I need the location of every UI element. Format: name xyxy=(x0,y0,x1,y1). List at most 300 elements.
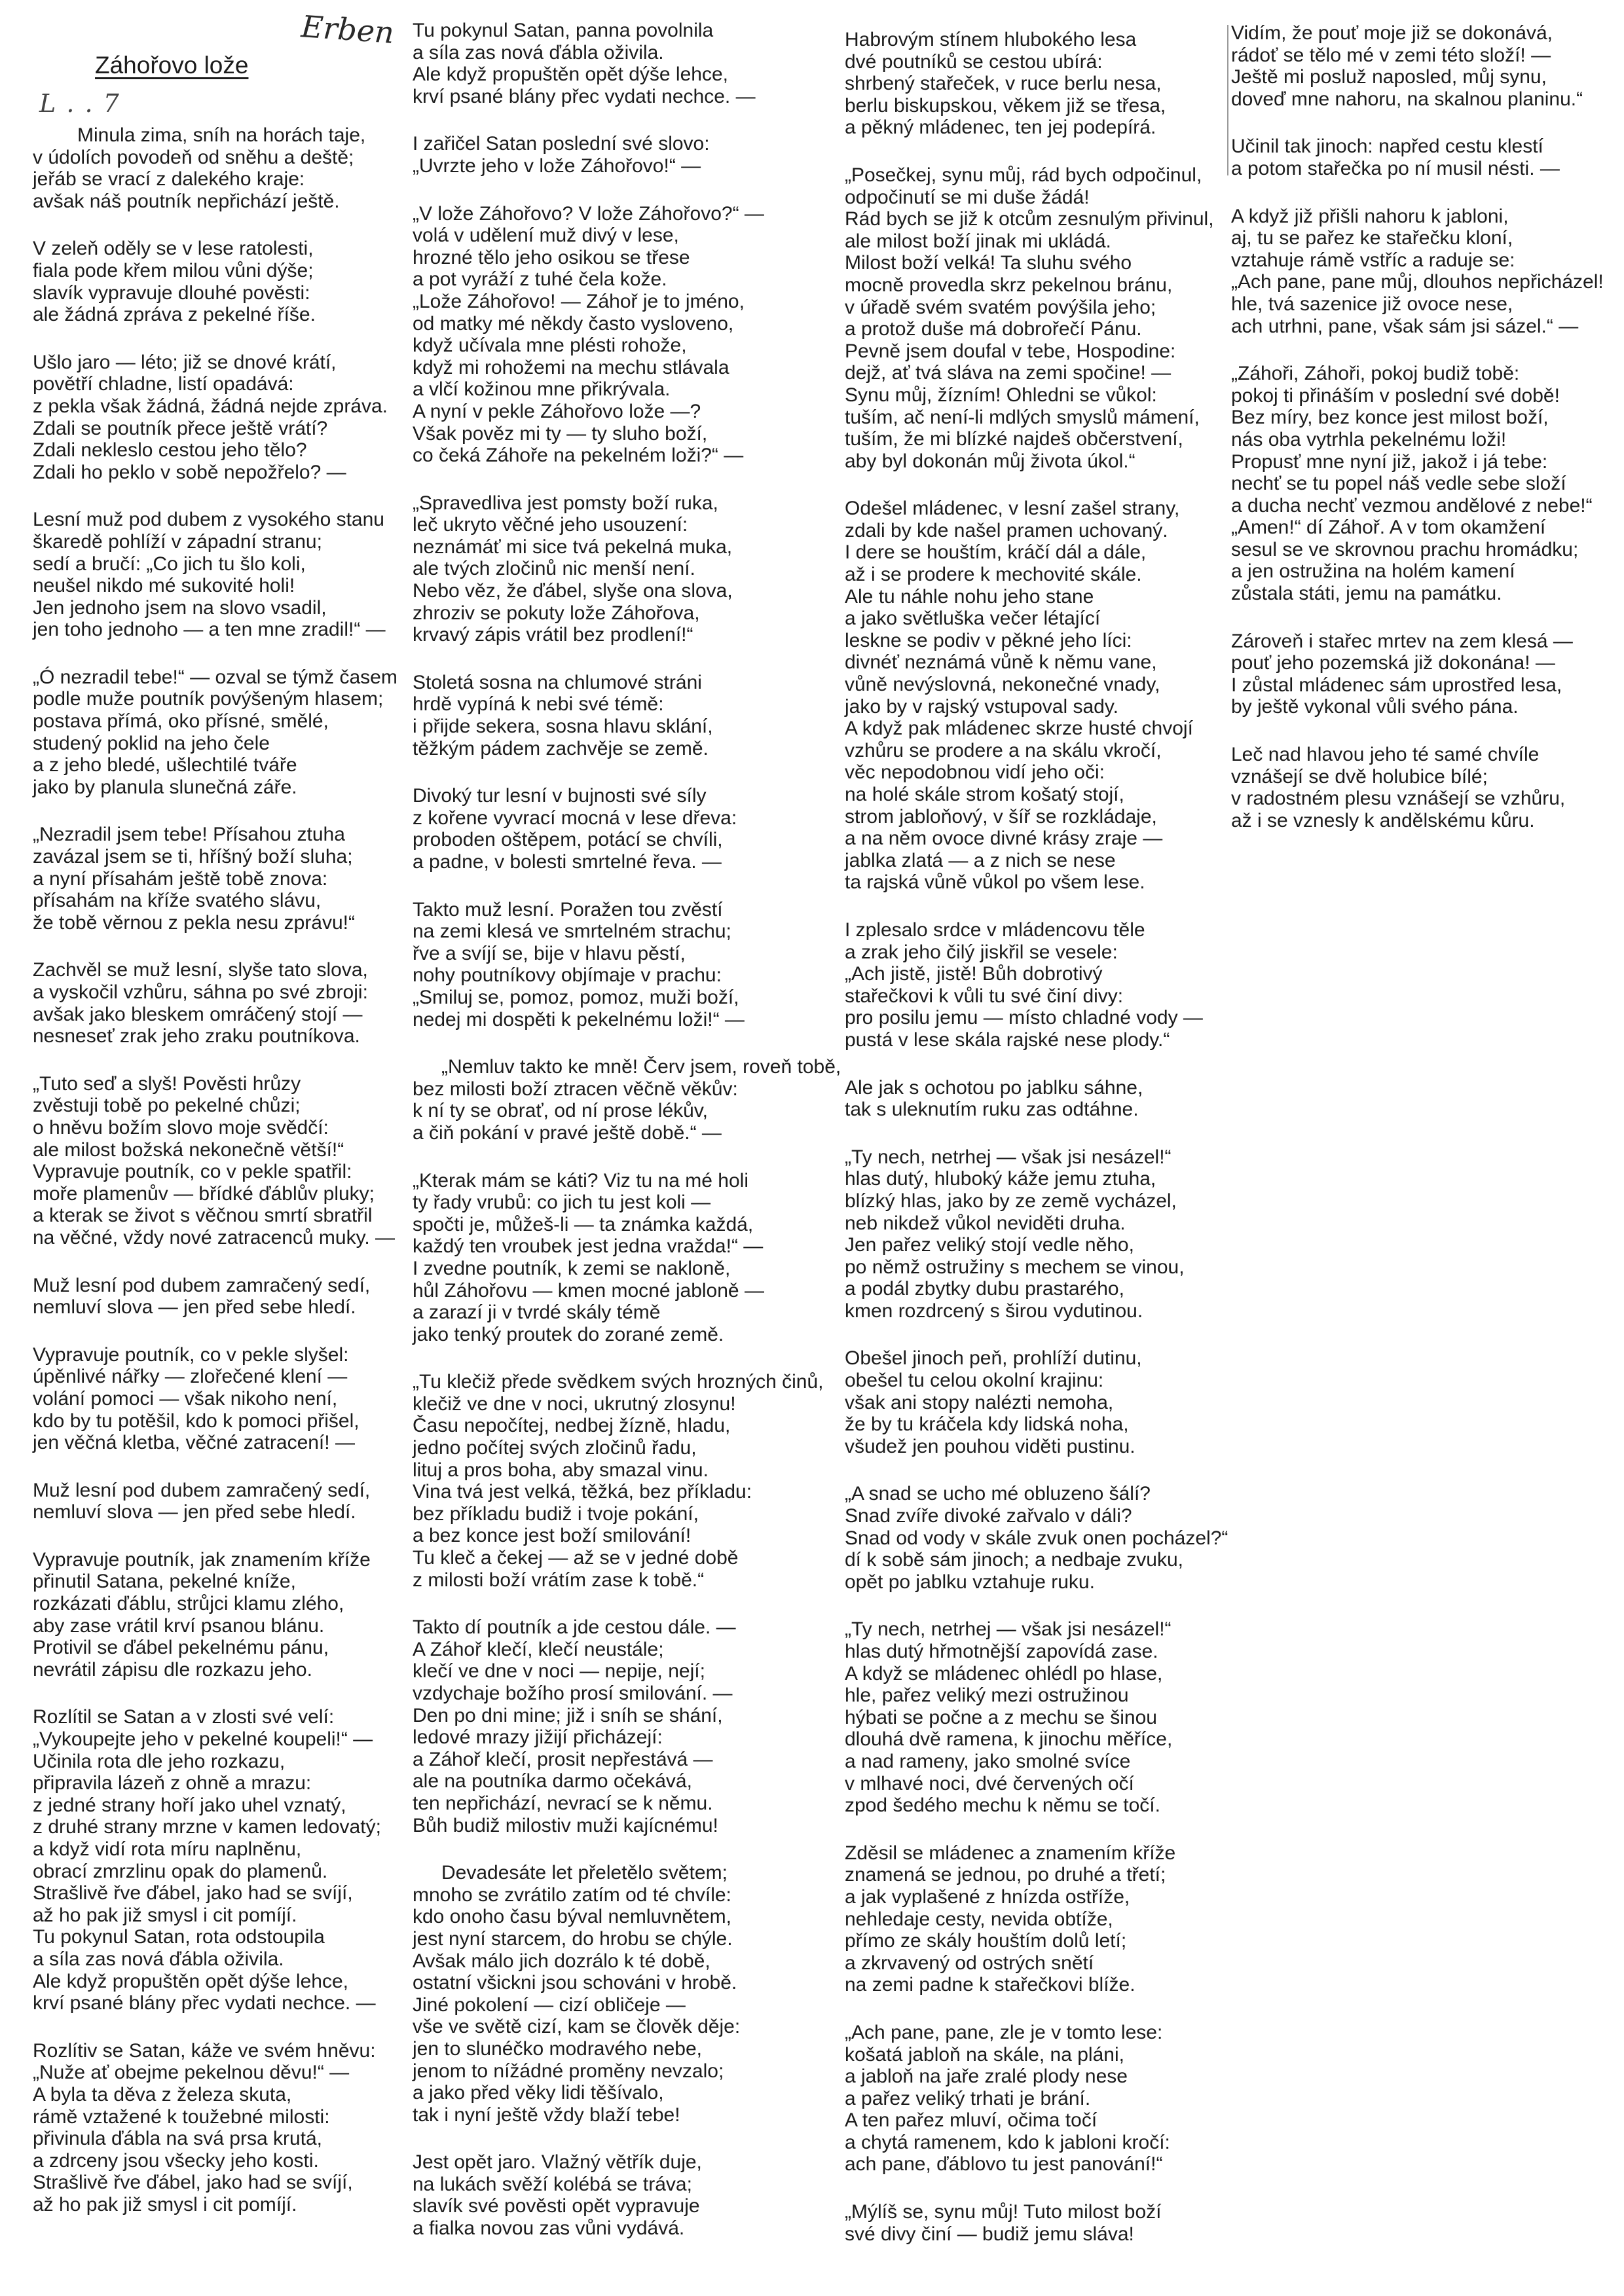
verse-line: „Nezradil jsem tebe! Přísahou ztuha xyxy=(33,824,345,846)
verse-line: „Posečkej, synu můj, rád bych odpočinul, xyxy=(845,164,1202,186)
verse-line: „Ach pane, pane, zle je v tomto lese: xyxy=(845,2021,1163,2043)
verse-line: Strašlivě řve ďábel, jako had se svíjí, xyxy=(33,1882,353,1904)
verse-line: a nad rameny, jako smolné svíce xyxy=(845,1750,1131,1772)
stanza xyxy=(33,352,399,484)
verse-line: Pevně jsem doufal v tebe, Hospodine: xyxy=(845,340,1176,362)
verse-line: co čeká Záhoře na pekelném loži?“ — xyxy=(413,445,744,467)
verse-line: sedí a bručí: „Co jich tu šlo koli, xyxy=(33,553,306,575)
verse-line: z milosti boží vrátím zase k tobě.“ xyxy=(413,1569,705,1591)
column-3 xyxy=(845,29,1251,2270)
verse-line: vzhůru se prodere a na skálu vkročí, xyxy=(845,739,1162,761)
verse-line: i přijde sekera, sosna hlavu sklání, xyxy=(413,716,713,738)
verse-line: však ani stopy nalézti nemoha, xyxy=(845,1391,1114,1413)
verse-line: nás oba vytrhla pekelnému loži! xyxy=(1231,428,1507,450)
verse-line: „V lože Záhořovo? V lože Záhořovo?“ — xyxy=(413,202,764,225)
verse-line: Zároveň i stařec mrtev na zem klesá — xyxy=(1231,630,1573,652)
verse-line: „Spravedliva jest pomsty boží ruka, xyxy=(413,492,718,514)
verse-line: nedej mi dospěti k pekelnému loži!“ — xyxy=(413,1008,745,1030)
verse-line: „Ach pane, pane můj, dlouhos nepřicházel! xyxy=(1231,271,1604,293)
verse-line: „Vykoupejte jeho v pekelné koupeli!“ — xyxy=(33,1728,373,1751)
verse-line: a jako před věky lidi těšívalo, xyxy=(413,2082,664,2104)
verse-line: a z jeho bledé, ušlechtilé tváře xyxy=(33,754,297,776)
poem-title: Záhořovo lože xyxy=(95,52,249,79)
verse-line: Vypravuje poutník, jak znamením kříže xyxy=(33,1548,371,1571)
verse-line: a padne, v bolesti smrtelné řeva. — xyxy=(413,851,722,873)
stanza xyxy=(33,959,399,1047)
verse-line: a chytá ramenem, kdo k jabloni kročí: xyxy=(845,2131,1170,2153)
stanza xyxy=(413,1616,812,1836)
verse-line: Ještě mi posluž naposled, můj synu, xyxy=(1231,66,1547,88)
verse-line: rozkázati ďáblu, strůjci klamu zlého, xyxy=(33,1593,344,1615)
verse-line: Ale tu náhle nohu jeho stane xyxy=(845,585,1094,608)
verse-line: ty řady vrubů: co jich tu jest koli — xyxy=(413,1192,711,1214)
verse-line: a nyní přísahám ještě tobě znova: xyxy=(33,867,328,890)
stanza xyxy=(413,492,812,646)
verse-line: A ten pařez mluví, očima točí xyxy=(845,2109,1098,2132)
verse-line: Ušlo jaro — léto; již se dnové krátí, xyxy=(33,351,337,373)
verse-line: Jest opět jaro. Vlažný větřík duje, xyxy=(413,2151,702,2174)
verse-line: a pařez veliký trhati je brání. xyxy=(845,2087,1091,2109)
verse-line: a zdrceny jsou všecky jeho kosti. xyxy=(33,2149,319,2172)
stanza xyxy=(33,1480,399,1523)
verse-line: avšak náš poutník nepřichází ještě. xyxy=(33,190,340,212)
stanza xyxy=(413,1862,812,2126)
verse-line: Bůh budiž milostiv muži kajícnému! xyxy=(413,1814,718,1836)
verse-line: Obešel jinoch peň, prohlíží dutinu, xyxy=(845,1347,1142,1370)
verse-line: až ho pak již smysl i cit pomíjí. xyxy=(33,1904,297,1926)
column-4-stanzas xyxy=(1231,22,1617,831)
verse-line: Jen pařez veliký stojí vedle něho, xyxy=(845,1234,1134,1256)
verse-line: a vlčí kožinou mne přikrývala. xyxy=(413,378,671,401)
verse-line: I zplesalo srdce v mládencovu těle xyxy=(845,919,1145,941)
verse-line: přivinula ďábla na svá prsa krutá, xyxy=(33,2128,323,2150)
column-1 xyxy=(33,9,399,2242)
verse-line: jako by v rajský vstupoval sady. xyxy=(845,695,1118,718)
stanza xyxy=(845,919,1251,1051)
verse-line: a jako světluška večer létající xyxy=(845,608,1101,630)
verse-line: sesul se ve skrovnou prachu hromádku; xyxy=(1231,538,1579,560)
verse-line: na zemi klesá ve smrtelném strachu; xyxy=(413,920,731,943)
verse-line: ach pane, ďáblovo tu jest panování!“ xyxy=(845,2153,1163,2176)
verse-line: V zeleň oděly se v lese ratolesti, xyxy=(33,238,314,260)
verse-line: připravila lázeň z ohně a mrazu: xyxy=(33,1772,312,1795)
verse-line: hrozné tělo jeho osikou se třese xyxy=(413,246,690,268)
verse-line: pustá v lese skála rajské nese plody.“ xyxy=(845,1029,1170,1051)
stanza xyxy=(413,672,812,759)
verse-line: z pekla však žádná, žádná nejde zpráva. xyxy=(33,395,388,417)
verse-line: A když se mládenec ohlédl po hlase, xyxy=(845,1662,1163,1685)
verse-line: v úřadě svém svatém povýšila jeho; xyxy=(845,296,1156,318)
stanza xyxy=(33,666,399,799)
stanza xyxy=(33,1344,399,1454)
verse-line: z kořene vyvrací mocná v lese dřeva: xyxy=(413,807,737,829)
verse-line: Synu můj, žízním! Ohledni se vůkol: xyxy=(845,384,1157,406)
verse-line: Strašlivě řve ďábel, jako had se svíjí, xyxy=(33,2172,353,2194)
stanza xyxy=(413,2151,812,2239)
verse-line: řve a svíjí se, bije v hlavu pěstí, xyxy=(413,942,686,964)
verse-line: mocně provedla skrz pekelnou bránu, xyxy=(845,274,1173,296)
stanza xyxy=(845,1347,1251,1457)
verse-line: vůně nevýslovná, nekonečné vnady, xyxy=(845,674,1160,696)
verse-line: tuším, že mi blízké najdeš občerstvení, xyxy=(845,428,1183,450)
verse-line: přísahám na kříže svatého slávu, xyxy=(33,890,322,912)
verse-line: nehledaje cesty, nevida obtíže, xyxy=(845,1908,1113,1930)
verse-line: A byla ta děva z železa skuta, xyxy=(33,2083,292,2105)
stanza xyxy=(1231,206,1617,338)
stanza xyxy=(413,899,812,1031)
stanza xyxy=(1231,630,1617,718)
verse-line: a bez konce jest boží smilování! xyxy=(413,1525,692,1547)
verse-line: leskne se podiv v pěkné jeho líci: xyxy=(845,629,1132,651)
verse-line: „Tu klečiž přede svědkem svých hrozných činů, xyxy=(413,1371,824,1393)
verse-line: na věčné, vždy nové zatracenců muky. — xyxy=(33,1226,396,1248)
verse-line: obrací zmrzlinu opak do plamenů. xyxy=(33,1860,328,1882)
verse-line: kdo onoho času býval nemluvnětem, xyxy=(413,1906,731,1928)
verse-line: Ale když propuštěn opět dýše lehce, xyxy=(33,1970,348,1992)
stanza xyxy=(413,20,812,107)
stanza xyxy=(845,2022,1251,2176)
verse-line: zhroziv se pokuty lože Záhořova, xyxy=(413,602,700,624)
verse-line: a jen ostružina na holém kamení xyxy=(1231,560,1515,583)
verse-line: Snad zvíře divoké zařvalo v dáli? xyxy=(845,1505,1132,1527)
verse-line: na holé skále strom košatý stojí, xyxy=(845,784,1124,805)
verse-line: z jedné strany hoří jako uhel vznatý, xyxy=(33,1794,346,1816)
stanza xyxy=(413,785,812,873)
verse-line: k ní ty se obrať, od ní prose lékův, xyxy=(413,1100,708,1122)
verse-line: aj, tu se pařez ke stařečku kloní, xyxy=(1231,227,1513,249)
stanza xyxy=(1231,136,1617,179)
verse-line: Minula zima, sníh na horách taje, xyxy=(77,124,366,146)
verse-line: nechť se tu popel náš vedle sebe složí xyxy=(1231,473,1566,495)
stanza xyxy=(33,124,399,212)
verse-line: ten nepřichází, nevrací se k němu. xyxy=(413,1792,713,1814)
verse-line: jeřáb se vrací z dalekého kraje: xyxy=(33,168,305,191)
verse-line: všudež jen pouhou viděti pustinu. xyxy=(845,1435,1135,1457)
verse-line: hle, tvá sazenice již ovoce nese, xyxy=(1231,293,1513,315)
verse-line: opět po jablku vztahuje ruku. xyxy=(845,1571,1095,1593)
verse-line: I dere se houštím, kráčí dál a dále, xyxy=(845,541,1147,564)
verse-line: věc nepodobnou vidí jeho oči: xyxy=(845,761,1105,784)
verse-line: shrbený stařeček, v ruce berlu nesa, xyxy=(845,73,1162,95)
verse-line: až i se prodere k mechovité skále. xyxy=(845,564,1142,586)
verse-line: Vypravuje poutník, co v pekle spatřil: xyxy=(33,1161,352,1183)
verse-line: neznámáť mi sice tvá pekelná muka, xyxy=(413,536,733,558)
stanza xyxy=(845,1483,1251,1593)
verse-line: a zkrvavený od ostrých snětí xyxy=(845,1952,1094,1974)
verse-line: Takto dí poutník a jde cestou dále. — xyxy=(413,1616,736,1639)
verse-line: spočti je, můžeš-li — ta známka každá, xyxy=(413,1213,754,1235)
verse-line: a když vidí rota míru naplněnu, xyxy=(33,1838,302,1860)
verse-line: Rozlítil se Satan a v zlosti své velí: xyxy=(33,1706,335,1728)
verse-line: Tu pokynul Satan, panna povolnila xyxy=(413,20,714,41)
verse-line: na zemi padne k stařečkovi blíže. xyxy=(845,1974,1135,1996)
verse-line: jedno počítej svých zločinů řadu, xyxy=(413,1437,697,1459)
verse-line: aby zase vrátil krví psanou blánu. xyxy=(33,1614,325,1637)
verse-line: neb nikdež vůkol neviděti druha. xyxy=(845,1212,1126,1234)
verse-line: doveď mne nahoru, na skalnou planinu.“ xyxy=(1231,88,1583,110)
verse-line: dvé poutníků se cestou ubírá: xyxy=(845,50,1103,73)
verse-line: Odešel mládenec, v lesní zašel strany, xyxy=(845,498,1180,520)
verse-line: a vyskočil vzhůru, sáhna po své zbroji: xyxy=(33,981,368,1003)
verse-line: nesneseť zrak jeho zraku poutníkova. xyxy=(33,1025,360,1048)
verse-line: A když již přišli nahoru k jabloni, xyxy=(1231,205,1509,227)
verse-line: těžkým pádem zachvěje se země. xyxy=(413,737,709,759)
verse-line: „Uvrzte jeho v lože Záhořovo!“ — xyxy=(413,155,701,177)
verse-line: hlas dutý hřmotnější zapovídá zase. xyxy=(845,1641,1158,1662)
stanza xyxy=(1231,363,1617,605)
verse-line: dlouhá dvě ramena, k jinochu měříce, xyxy=(845,1728,1173,1751)
verse-line: pouť jeho pozemská již dokonána! — xyxy=(1231,652,1555,674)
verse-line: Snad od vody v skále zvuk onen pocházel?“ xyxy=(845,1527,1228,1549)
verse-line: Rád bych se již k otcům zesnulým přivinul, xyxy=(845,208,1214,230)
verse-line: o hněvu božím slovo moje svědčí: xyxy=(33,1116,329,1139)
verse-line: v radostném plesu vznášejí se vzhůru, xyxy=(1231,788,1566,810)
verse-line: A nyní v pekle Záhořovo lože —? xyxy=(413,400,701,422)
verse-line: obešel tu celou okolní krajinu: xyxy=(845,1370,1104,1392)
verse-line: leč ukryto věčné jeho usouzení: xyxy=(413,514,688,536)
verse-line: ale milost boží jinak mi ukládá. xyxy=(845,230,1111,252)
verse-line: z druhé strany mrzne v kamen ledovatý; xyxy=(33,1816,381,1838)
verse-line: ale žádná zpráva z pekelné říše. xyxy=(33,304,316,326)
stanza xyxy=(413,1170,812,1346)
verse-line: Divoký tur lesní v bujnosti své síly xyxy=(413,785,707,807)
verse-line: avšak jako bleskem omráčený stojí — xyxy=(33,1003,363,1025)
verse-line: škaredě pohlíží v západní stranu; xyxy=(33,530,322,553)
verse-line: pokoj ti přináším v poslední své době! xyxy=(1231,384,1560,407)
stanza xyxy=(1231,22,1617,110)
verse-line: volá v udělení muž divý v lese, xyxy=(413,225,679,247)
verse-line: od matky mé někdy často vysloveno, xyxy=(413,312,734,335)
verse-line: A když pak mládenec skrze husté chvojí xyxy=(845,718,1193,740)
verse-line: jen toho jednoho — a ten mne zradil!“ — xyxy=(33,619,386,641)
stanza xyxy=(33,238,399,325)
verse-line: Vypravuje poutník, co v pekle slyšel: xyxy=(33,1343,349,1366)
verse-line: a potom stařečka po ní musil nésti. — xyxy=(1231,157,1560,179)
verse-line: „Mýlíš se, synu můj! Tuto milost boží xyxy=(845,2201,1162,2223)
verse-line: znamená se jednou, po druhé a třetí; xyxy=(845,1864,1166,1886)
verse-line: Vidím, že pouť moje již se dokonává, xyxy=(1231,22,1553,44)
verse-line: nevrátil zápisu dle rozkazu jeho. xyxy=(33,1658,312,1681)
verse-line: a fialka novou zas vůni vydává. xyxy=(413,2217,685,2240)
verse-line: a síla zas nová ďábla oživila. xyxy=(33,1948,284,1970)
verse-line: Muž lesní pod dubem zamračený sedí, xyxy=(33,1274,371,1296)
verse-line: nemluví slova — jen před sebe hledí. xyxy=(33,1296,356,1319)
verse-line: jest nyní starcem, do hrobu se chýle. xyxy=(413,1927,733,1950)
verse-line: proboden oštěpem, potácí se chvíli, xyxy=(413,829,723,851)
verse-line: jen věčná kletba, věčné zatracení! — xyxy=(33,1432,355,1454)
verse-line: nemluví slova — jen před sebe hledí. xyxy=(33,1501,356,1523)
verse-line: a kterak se život s věčnou smrtí sbratřil xyxy=(33,1205,373,1227)
verse-line: mnoho se zvrátilo zatím od té chvíle: xyxy=(413,1884,731,1906)
stanza xyxy=(413,133,812,177)
verse-line: vztahuje rámě vstříc a raduje se: xyxy=(1231,249,1515,271)
verse-line: neušel nikdo mé sukovité holi! xyxy=(33,575,295,597)
margin-rule xyxy=(1227,25,1228,175)
verse-line: Zděsil se mládenec a znamením kříže xyxy=(845,1842,1176,1864)
stanza xyxy=(413,1056,841,1144)
verse-line: tuším, ač není-li mdlých smyslů mámení, xyxy=(845,406,1200,428)
verse-line: Stoletá sosna na chlumové stráni xyxy=(413,671,702,693)
verse-line: „Kterak mám se káti? Viz tu na mé holi xyxy=(413,1169,748,1192)
verse-line: „Tuto seď a slyš! Pověsti hrůzy xyxy=(33,1072,301,1095)
verse-line: své divy činí — budiž jemu sláva! xyxy=(845,2223,1134,2245)
verse-line: v mlhavé noci, dvé červených očí xyxy=(845,1772,1134,1795)
verse-line: I zvedne poutník, k zemi se nakloně, xyxy=(413,1257,731,1279)
verse-line: a ducha nechť vezmou andělové z nebe!“ xyxy=(1231,494,1593,517)
verse-line: Zachvěl se muž lesní, slyše tato slova, xyxy=(33,959,368,981)
verse-line: Takto muž lesní. Poražen tou zvěstí xyxy=(413,898,723,920)
verse-line: Času nepočítej, nedbej žízně, hladu, xyxy=(413,1415,731,1437)
verse-line: když mi rohožemi na mechu stlávala xyxy=(413,356,729,378)
verse-line: odpočinutí se mi duše žádá! xyxy=(845,186,1090,208)
verse-line: Zdali ho peklo v sobě nepožřelo? — xyxy=(33,461,346,483)
verse-line: a pot vyráží z tuhé čela kože. xyxy=(413,268,667,291)
verse-line: fiala pode křem milou vůni dýše; xyxy=(33,259,314,282)
verse-line: slavík vypravuje dlouhé pověsti: xyxy=(33,282,310,304)
verse-line: postava přímá, oko přísné, smělé, xyxy=(33,710,329,733)
verse-line: že tobě věrnou z pekla nesu zprávu!“ xyxy=(33,911,355,934)
verse-line: tak s uleknutím ruku zas odtáhne. xyxy=(845,1099,1139,1121)
verse-line: Bez míry, bez konce jest milost boží, xyxy=(1231,407,1549,429)
verse-line: úpěnlivé nářky — zlořečené klení — xyxy=(33,1366,348,1388)
stanza xyxy=(845,1146,1251,1322)
stanza xyxy=(33,509,399,641)
verse-line: volání pomoci — však nikoho není, xyxy=(33,1387,338,1410)
author-handwritten-note: Erben xyxy=(300,9,396,50)
verse-line: nohy poutníkovy objímaje v prachu: xyxy=(413,964,722,987)
verse-line: vznášejí se dvě holubice bílé; xyxy=(1231,765,1488,788)
verse-line: I zařičel Satan poslední své slovo: xyxy=(413,133,710,155)
verse-line: „Ty nech, netrhej — však jsi nesázel!“ xyxy=(845,1618,1172,1641)
verse-line: klečí ve dne v noci — nepije, nejí; xyxy=(413,1660,705,1683)
verse-line: jenom to nížádné proměny nevzalo; xyxy=(413,2060,724,2082)
verse-line: hle, pařez veliký mezi ostružinou xyxy=(845,1685,1129,1707)
verse-line: moře plamenův — břídké ďáblův pluky; xyxy=(33,1182,375,1205)
verse-line: zpod šedého mechu k němu se točí. xyxy=(845,1795,1160,1817)
stanza xyxy=(845,1618,1251,1816)
verse-line: strom jabloňový, v šíř se rozkládaje, xyxy=(845,805,1157,828)
verse-line: Tu pokynul Satan, rota odstoupila xyxy=(33,1926,325,1948)
verse-line: na lukách svěží kolébá se tráva; xyxy=(413,2173,692,2195)
verse-line: košatá jabloň na skále, na pláni, xyxy=(845,2043,1124,2066)
verse-line: a čiň pokání v pravé ještě době.“ — xyxy=(413,1121,722,1144)
verse-line: jako by planula slunečná záře. xyxy=(33,776,297,798)
verse-line: že by tu kráčela kdy lidská noha, xyxy=(845,1413,1129,1436)
verse-line: krví psané blány přec vydati nechce. — xyxy=(413,85,756,107)
verse-line: ostatní všickni jsou schováni v hrobě. xyxy=(413,1972,737,1994)
verse-line: ach utrhni, pane, však sám jsi sázel.“ — xyxy=(1231,315,1579,337)
verse-line: Ale jak s ochotou po jablku sáhne, xyxy=(845,1076,1143,1099)
stanza xyxy=(845,1077,1251,1121)
verse-line: „A snad se ucho mé obluzeno šálí? xyxy=(845,1483,1151,1505)
verse-line: zdali by kde našel pramen uchovaný. xyxy=(845,519,1168,541)
verse-line: krvavý zápis vrátil bez prodlení!“ xyxy=(413,624,693,646)
column-2-stanzas xyxy=(413,20,841,2240)
verse-line: Habrovým stínem hlubokého lesa xyxy=(845,29,1137,50)
verse-line: „Ó nezradil tebe!“ — ozval se týmž časem xyxy=(33,666,397,688)
verse-line: přímo ze skály houštím dolů letí; xyxy=(845,1930,1127,1952)
verse-line: a protož duše má dobrořečí Pánu. xyxy=(845,318,1142,340)
verse-line: „Ty nech, netrhej — však jsi nesázel!“ xyxy=(845,1146,1172,1168)
verse-line: blízký hlas, jako by ze země vycházel, xyxy=(845,1190,1177,1212)
verse-line: Lesní muž pod dubem z vysokého stanu xyxy=(33,509,384,531)
verse-line: ale tvých zločinů nic menší není. xyxy=(413,558,695,580)
handwritten-scribble: L . . 7 xyxy=(39,89,120,118)
verse-line: v údolích povodeň od sněhu a deště; xyxy=(33,146,354,168)
verse-line: „Ach jistě, jistě! Bůh dobrotivý xyxy=(845,963,1103,985)
verse-line: Leč nad hlavou jeho té samé chvíle xyxy=(1231,744,1540,766)
verse-line: zůstala státi, jemu na památku. xyxy=(1231,583,1502,605)
verse-line: „Nemluv takto ke mně! Červ jsem, roveň tobě, xyxy=(441,1056,841,1078)
verse-line: ale milost božská nekonečně větší!“ xyxy=(33,1139,344,1161)
verse-line: a pěkný mládenec, ten jej podepírá. xyxy=(845,117,1156,139)
verse-line: tak i nyní ještě vždy blaží tebe! xyxy=(413,2104,680,2126)
verse-line: přinutil Satana, pekelné kníže, xyxy=(33,1571,296,1593)
verse-line: Devadesáte let přeletělo světem; xyxy=(441,1862,728,1884)
verse-line: Den po dni mine; již i sníh se shání, xyxy=(413,1704,723,1726)
verse-line: bez milosti boží ztracen věčně věkův: xyxy=(413,1078,738,1100)
verse-line: by ještě vykonal vůli svého pána. xyxy=(1231,696,1519,718)
verse-line: krví psané blány přec vydati nechce. — xyxy=(33,1992,376,2014)
column-2 xyxy=(413,20,841,2265)
verse-line: po němž ostružiny s mechem se vinou, xyxy=(845,1256,1185,1278)
verse-line: Muž lesní pod dubem zamračený sedí, xyxy=(33,1479,371,1501)
verse-line: „Smiluj se, pomoz, pomoz, muži boží, xyxy=(413,986,739,1008)
verse-line: a jabloň na jaře zralé plody nese xyxy=(845,2066,1128,2088)
verse-line: zavázal jsem se ti, hříšný boží sluha; xyxy=(33,846,353,868)
verse-line: jako tenký proutek do zorané země. xyxy=(413,1323,724,1345)
verse-line: kmen rozdrcený s širou vydutinou. xyxy=(845,1300,1143,1322)
column-3-stanzas xyxy=(845,29,1251,2245)
stanza xyxy=(33,1706,399,2014)
stanza xyxy=(33,824,399,934)
verse-line: vzdychaje božího prosí smilování. — xyxy=(413,1683,733,1704)
stanza xyxy=(33,1073,399,1249)
verse-line: zvěstuji tobě po pekelné chůzi; xyxy=(33,1095,301,1117)
verse-line: a zarazí ji v tvrdé skály témě xyxy=(413,1302,661,1324)
verse-line: „Nuže ať obejme pekelnou děvu!“ — xyxy=(33,2062,350,2084)
stanza xyxy=(845,498,1251,894)
verse-line: I zůstal mládenec sám uprostřed lesa, xyxy=(1231,674,1562,696)
stanza xyxy=(1231,744,1617,831)
verse-line: hýbati se počne a z mechu se šinou xyxy=(845,1706,1157,1728)
verse-line: a síla zas nová ďábla oživila. xyxy=(413,41,664,64)
verse-line: A Záhoř klečí, klečí neustále; xyxy=(413,1638,664,1660)
verse-line: až i se vznesly k andělskému kůru. xyxy=(1231,809,1535,831)
verse-line: bez příkladu budiž i tvoje pokání, xyxy=(413,1503,699,1525)
stanza xyxy=(33,2040,399,2216)
verse-line: aby byl dokonán můj života úkol.“ xyxy=(845,450,1135,472)
verse-line: když učívala mne plésti rohože, xyxy=(413,335,687,357)
verse-line: „Lože Záhořovo! — Záhoř je to jméno, xyxy=(413,290,745,312)
verse-line: pro posilu jemu — místo chladné vody — xyxy=(845,1007,1203,1029)
stanza xyxy=(845,164,1251,472)
verse-line: klečiž ve dne v noci, ukrutný zlosynu! xyxy=(413,1393,736,1415)
column-4 xyxy=(1231,22,1617,857)
verse-line: podle muže poutník povýšeným hlasem; xyxy=(33,688,384,710)
verse-line: a zrak jeho čilý jiskřil se vesele: xyxy=(845,941,1118,963)
verse-line: dí k sobě sám jinoch; a nedbaje zvuku, xyxy=(845,1549,1183,1571)
verse-line: kdo by tu potěšil, kdo k pomoci přišel, xyxy=(33,1410,360,1432)
stanza xyxy=(33,1549,399,1681)
verse-line: až ho pak již smysl i cit pomíjí. xyxy=(33,2193,297,2215)
verse-line: „Amen!“ dí Záhoř. A v tom okamžení xyxy=(1231,517,1546,539)
verse-line: každý ten vroubek jest jedna vražda!“ — xyxy=(413,1235,764,1258)
stanza xyxy=(845,29,1251,139)
verse-line: ledové mrazy jižijí přicházejí: xyxy=(413,1726,663,1749)
verse-line: a jak vyplašené z hnízda ostříže, xyxy=(845,1886,1130,1908)
stanza xyxy=(33,1275,399,1319)
